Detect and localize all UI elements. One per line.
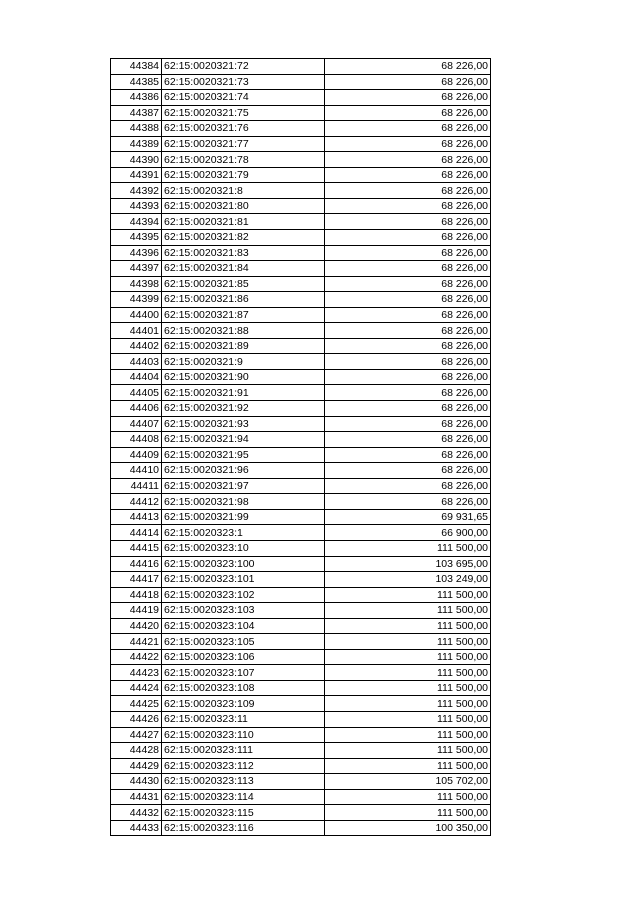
cadastral-value-cell: 68 226,00	[325, 494, 491, 510]
row-number-cell: 44427	[111, 727, 162, 743]
row-number-cell: 44416	[111, 556, 162, 572]
cadastral-value-cell: 68 226,00	[325, 59, 491, 75]
cadastral-value-cell: 111 500,00	[325, 743, 491, 759]
table-row	[111, 167, 491, 183]
table-row	[111, 338, 491, 354]
table-row	[111, 774, 491, 790]
table-row	[111, 649, 491, 665]
cadastral-value-cell: 100 350,00	[325, 820, 491, 836]
table-row	[111, 323, 491, 339]
row-number-cell: 44419	[111, 603, 162, 619]
row-number-cell: 44420	[111, 618, 162, 634]
cadastral-value-cell: 68 226,00	[325, 74, 491, 90]
row-number-cell: 44399	[111, 292, 162, 308]
table-row	[111, 385, 491, 401]
table-row	[111, 525, 491, 541]
table-row	[111, 432, 491, 448]
table-row	[111, 587, 491, 603]
cadastral-number-cell: 62:15:0020323:114	[162, 789, 325, 805]
cadastral-value-cell: 66 900,00	[325, 525, 491, 541]
cadastral-number-cell: 62:15:0020323:112	[162, 758, 325, 774]
row-number-cell: 44424	[111, 680, 162, 696]
cadastral-number-cell: 62:15:0020321:78	[162, 152, 325, 168]
row-number-cell: 44387	[111, 105, 162, 121]
cadastral-number-cell: 62:15:0020321:81	[162, 214, 325, 230]
row-number-cell: 44431	[111, 789, 162, 805]
row-number-cell: 44414	[111, 525, 162, 541]
cadastral-number-cell: 62:15:0020321:89	[162, 338, 325, 354]
cadastral-value-cell: 68 226,00	[325, 354, 491, 370]
row-number-cell: 44429	[111, 758, 162, 774]
cadastral-value-cell: 68 226,00	[325, 214, 491, 230]
table-row	[111, 572, 491, 588]
row-number-cell: 44395	[111, 230, 162, 246]
cadastral-value-cell: 68 226,00	[325, 307, 491, 323]
row-number-cell: 44409	[111, 447, 162, 463]
cadastral-number-cell: 62:15:0020321:93	[162, 416, 325, 432]
table-row	[111, 494, 491, 510]
table-row	[111, 603, 491, 619]
row-number-cell: 44405	[111, 385, 162, 401]
cadastral-value-cell: 103 695,00	[325, 556, 491, 572]
cadastral-number-cell: 62:15:0020321:96	[162, 463, 325, 479]
row-number-cell: 44430	[111, 774, 162, 790]
table-row	[111, 136, 491, 152]
row-number-cell: 44413	[111, 509, 162, 525]
cadastral-value-cell: 68 226,00	[325, 369, 491, 385]
cadastral-number-cell: 62:15:0020321:95	[162, 447, 325, 463]
cadastral-number-cell: 62:15:0020323:1	[162, 525, 325, 541]
cadastral-number-cell: 62:15:0020321:9	[162, 354, 325, 370]
row-number-cell: 44386	[111, 90, 162, 106]
row-number-cell: 44432	[111, 805, 162, 821]
cadastral-value-cell: 68 226,00	[325, 478, 491, 494]
cadastral-number-cell: 62:15:0020321:84	[162, 261, 325, 277]
cadastral-value-cell: 69 931,65	[325, 509, 491, 525]
cadastral-number-cell: 62:15:0020323:107	[162, 665, 325, 681]
table-row	[111, 230, 491, 246]
table-row	[111, 59, 491, 75]
row-number-cell: 44397	[111, 261, 162, 277]
table-row	[111, 245, 491, 261]
row-number-cell: 44391	[111, 167, 162, 183]
table-row	[111, 74, 491, 90]
cadastral-number-cell: 62:15:0020321:98	[162, 494, 325, 510]
table-row	[111, 634, 491, 650]
table-row	[111, 90, 491, 106]
row-number-cell: 44406	[111, 401, 162, 417]
table-row	[111, 509, 491, 525]
table-row	[111, 758, 491, 774]
cadastral-value-cell: 68 226,00	[325, 136, 491, 152]
row-number-cell: 44384	[111, 59, 162, 75]
cadastral-number-cell: 62:15:0020321:90	[162, 369, 325, 385]
cadastral-number-cell: 62:15:0020321:8	[162, 183, 325, 199]
cadastral-value-cell: 111 500,00	[325, 680, 491, 696]
table-row	[111, 198, 491, 214]
table-row	[111, 556, 491, 572]
cadastral-value-cell: 68 226,00	[325, 401, 491, 417]
cadastral-value-cell: 68 226,00	[325, 323, 491, 339]
cadastral-number-cell: 62:15:0020323:104	[162, 618, 325, 634]
cadastral-number-cell: 62:15:0020323:102	[162, 587, 325, 603]
table-row	[111, 121, 491, 137]
row-number-cell: 44433	[111, 820, 162, 836]
cadastral-value-cell: 105 702,00	[325, 774, 491, 790]
cadastral-value-cell: 68 226,00	[325, 105, 491, 121]
row-number-cell: 44400	[111, 307, 162, 323]
cadastral-value-cell: 111 500,00	[325, 758, 491, 774]
cadastral-number-cell: 62:15:0020323:116	[162, 820, 325, 836]
row-number-cell: 44423	[111, 665, 162, 681]
table-row	[111, 696, 491, 712]
row-number-cell: 44415	[111, 540, 162, 556]
cadastral-value-cell: 111 500,00	[325, 805, 491, 821]
table-row	[111, 680, 491, 696]
table-row	[111, 789, 491, 805]
cadastral-value-cell: 111 500,00	[325, 789, 491, 805]
row-number-cell: 44390	[111, 152, 162, 168]
cadastral-number-cell: 62:15:0020321:83	[162, 245, 325, 261]
cadastral-number-cell: 62:15:0020323:11	[162, 711, 325, 727]
cadastral-number-cell: 62:15:0020321:76	[162, 121, 325, 137]
row-number-cell: 44418	[111, 587, 162, 603]
cadastral-number-cell: 62:15:0020321:80	[162, 198, 325, 214]
cadastral-number-cell: 62:15:0020323:108	[162, 680, 325, 696]
table-row	[111, 183, 491, 199]
row-number-cell: 44426	[111, 711, 162, 727]
row-number-cell: 44417	[111, 572, 162, 588]
row-number-cell: 44411	[111, 478, 162, 494]
table-row	[111, 727, 491, 743]
cadastral-number-cell: 62:15:0020321:86	[162, 292, 325, 308]
table-row	[111, 416, 491, 432]
cadastral-number-cell: 62:15:0020323:113	[162, 774, 325, 790]
row-number-cell: 44388	[111, 121, 162, 137]
cadastral-number-cell: 62:15:0020323:109	[162, 696, 325, 712]
cadastral-number-cell: 62:15:0020321:73	[162, 74, 325, 90]
cadastral-number-cell: 62:15:0020323:101	[162, 572, 325, 588]
table-row	[111, 401, 491, 417]
cadastral-number-cell: 62:15:0020321:88	[162, 323, 325, 339]
cadastral-number-cell: 62:15:0020323:100	[162, 556, 325, 572]
cadastral-value-cell: 111 500,00	[325, 587, 491, 603]
cadastral-number-cell: 62:15:0020323:115	[162, 805, 325, 821]
row-number-cell: 44425	[111, 696, 162, 712]
table-row	[111, 307, 491, 323]
row-number-cell: 44401	[111, 323, 162, 339]
table-body	[111, 59, 491, 836]
cadastral-number-cell: 62:15:0020323:111	[162, 743, 325, 759]
table-row	[111, 292, 491, 308]
cadastral-number-cell: 62:15:0020321:85	[162, 276, 325, 292]
row-number-cell: 44396	[111, 245, 162, 261]
cadastral-value-cell: 68 226,00	[325, 183, 491, 199]
cadastral-value-cell: 68 226,00	[325, 276, 491, 292]
cadastral-number-cell: 62:15:0020323:10	[162, 540, 325, 556]
cadastral-number-cell: 62:15:0020321:77	[162, 136, 325, 152]
cadastral-number-cell: 62:15:0020321:82	[162, 230, 325, 246]
cadastral-number-cell: 62:15:0020323:110	[162, 727, 325, 743]
table-row	[111, 105, 491, 121]
cadastral-value-cell: 111 500,00	[325, 603, 491, 619]
cadastral-number-cell: 62:15:0020321:87	[162, 307, 325, 323]
row-number-cell: 44385	[111, 74, 162, 90]
cadastral-number-cell: 62:15:0020321:74	[162, 90, 325, 106]
cadastral-value-cell: 68 226,00	[325, 463, 491, 479]
table-row	[111, 540, 491, 556]
table-row	[111, 711, 491, 727]
cadastral-value-cell: 68 226,00	[325, 198, 491, 214]
cadastral-number-cell: 62:15:0020321:94	[162, 432, 325, 448]
table-row	[111, 478, 491, 494]
cadastral-value-cell: 111 500,00	[325, 649, 491, 665]
cadastral-value-cell: 111 500,00	[325, 711, 491, 727]
row-number-cell: 44422	[111, 649, 162, 665]
row-number-cell: 44402	[111, 338, 162, 354]
cadastral-value-cell: 103 249,00	[325, 572, 491, 588]
row-number-cell: 44398	[111, 276, 162, 292]
cadastral-number-cell: 62:15:0020321:72	[162, 59, 325, 75]
cadastral-value-cell: 68 226,00	[325, 152, 491, 168]
table-row	[111, 369, 491, 385]
row-number-cell: 44394	[111, 214, 162, 230]
cadastral-number-cell: 62:15:0020321:75	[162, 105, 325, 121]
cadastral-value-cell: 68 226,00	[325, 338, 491, 354]
cadastral-value-cell: 111 500,00	[325, 696, 491, 712]
row-number-cell: 44392	[111, 183, 162, 199]
cadastral-number-cell: 62:15:0020323:103	[162, 603, 325, 619]
cadastral-value-cell: 68 226,00	[325, 90, 491, 106]
cadastral-number-cell: 62:15:0020321:99	[162, 509, 325, 525]
table-row	[111, 743, 491, 759]
table-row	[111, 261, 491, 277]
row-number-cell: 44410	[111, 463, 162, 479]
cadastral-number-cell: 62:15:0020321:91	[162, 385, 325, 401]
cadastral-value-cell: 68 226,00	[325, 432, 491, 448]
cadastral-value-cell: 68 226,00	[325, 121, 491, 137]
cadastral-value-cell: 111 500,00	[325, 540, 491, 556]
cadastral-value-cell: 111 500,00	[325, 665, 491, 681]
row-number-cell: 44389	[111, 136, 162, 152]
cadastral-number-cell: 62:15:0020321:79	[162, 167, 325, 183]
cadastral-number-cell: 62:15:0020321:92	[162, 401, 325, 417]
cadastral-value-cell: 68 226,00	[325, 447, 491, 463]
row-number-cell: 44421	[111, 634, 162, 650]
table-row	[111, 618, 491, 634]
table-row	[111, 805, 491, 821]
cadastral-value-cell: 68 226,00	[325, 167, 491, 183]
table-row	[111, 354, 491, 370]
row-number-cell: 44412	[111, 494, 162, 510]
cadastral-value-cell: 111 500,00	[325, 727, 491, 743]
cadastral-value-cell: 68 226,00	[325, 385, 491, 401]
cadastral-value-cell: 111 500,00	[325, 634, 491, 650]
table-row	[111, 152, 491, 168]
cadastral-value-cell: 111 500,00	[325, 618, 491, 634]
row-number-cell: 44428	[111, 743, 162, 759]
row-number-cell: 44407	[111, 416, 162, 432]
table-row	[111, 820, 491, 836]
cadastral-value-cell: 68 226,00	[325, 292, 491, 308]
cadastral-value-table	[110, 58, 491, 836]
table-row	[111, 665, 491, 681]
cadastral-number-cell: 62:15:0020321:97	[162, 478, 325, 494]
row-number-cell: 44393	[111, 198, 162, 214]
table-row	[111, 214, 491, 230]
table-row	[111, 447, 491, 463]
cadastral-value-cell: 68 226,00	[325, 261, 491, 277]
cadastral-value-cell: 68 226,00	[325, 245, 491, 261]
row-number-cell: 44403	[111, 354, 162, 370]
cadastral-number-cell: 62:15:0020323:105	[162, 634, 325, 650]
table-row	[111, 276, 491, 292]
cadastral-value-cell: 68 226,00	[325, 416, 491, 432]
table-row	[111, 463, 491, 479]
row-number-cell: 44408	[111, 432, 162, 448]
cadastral-number-cell: 62:15:0020323:106	[162, 649, 325, 665]
cadastral-value-cell: 68 226,00	[325, 230, 491, 246]
row-number-cell: 44404	[111, 369, 162, 385]
